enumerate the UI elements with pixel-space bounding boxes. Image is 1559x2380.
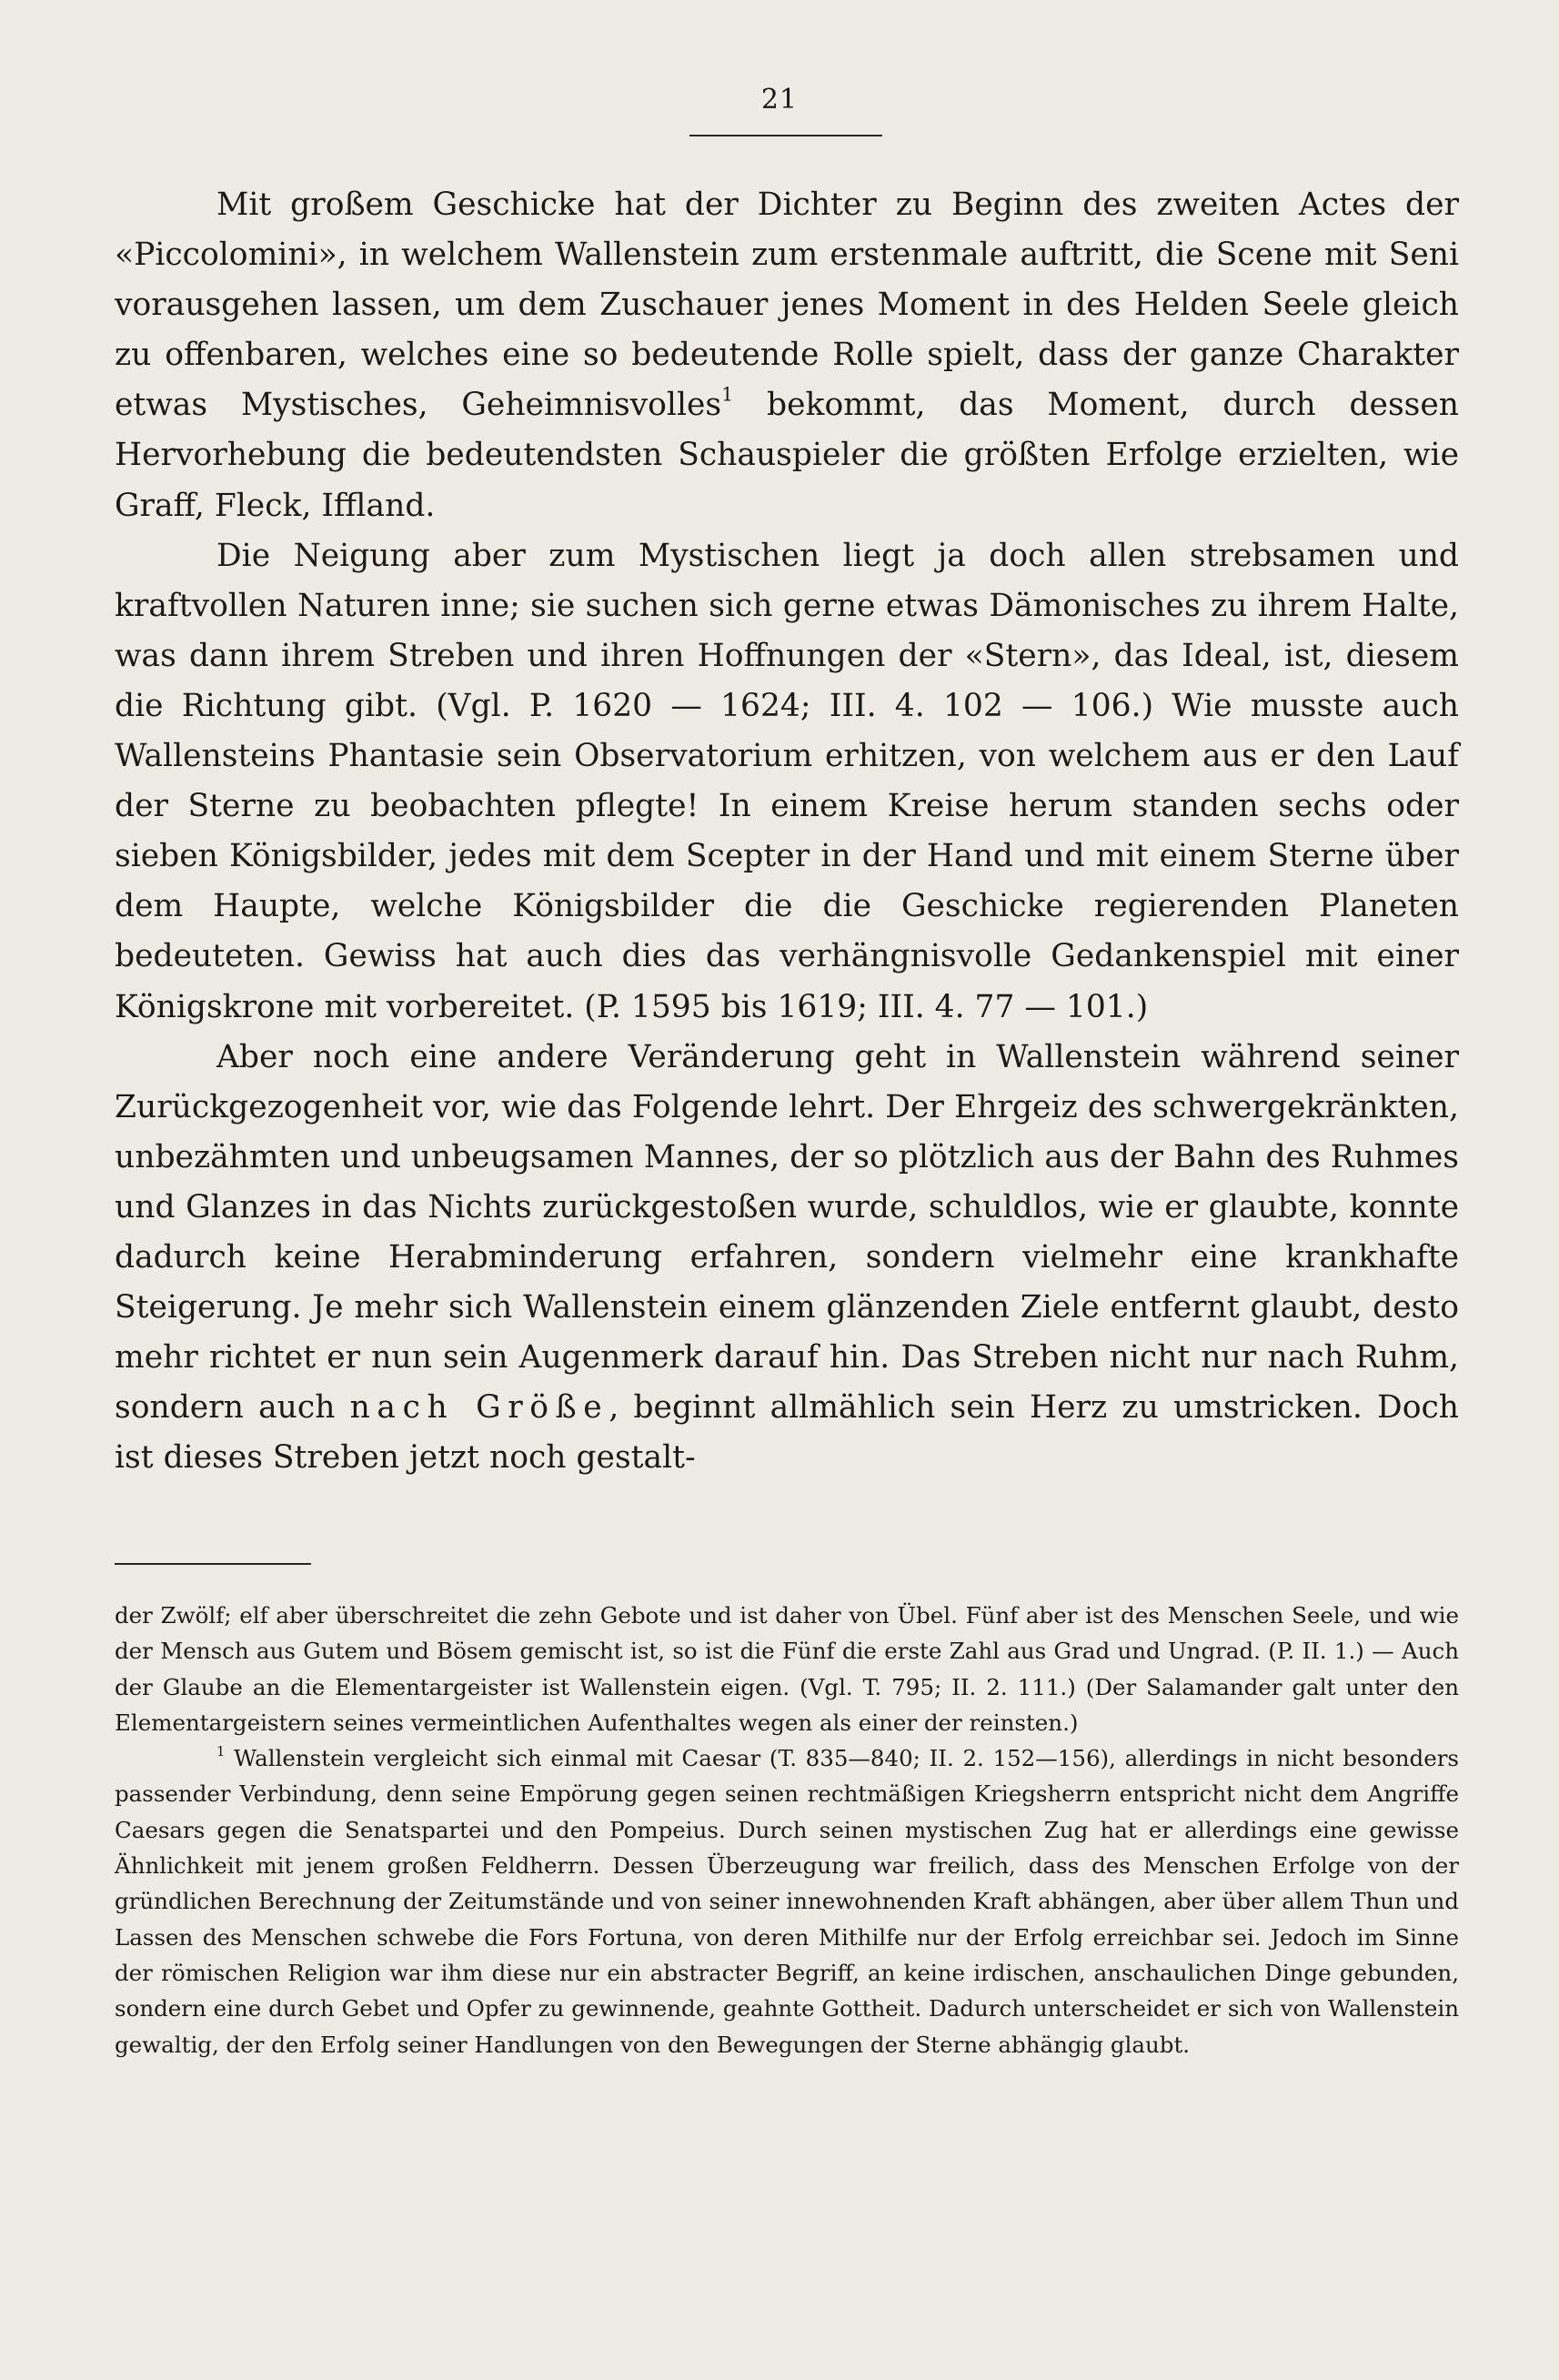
paragraph-2: Die Neigung aber zum Mystischen liegt ja doch allen strebsamen und kraftvollen Naturen inne; sie suchen sich gerne etwas Dämonisches zu ihrem Halte, was dann ihrem Streben und ihren Hoffnungen der «Stern», das Ideal, ist, diesem die Richtung gibt. (Vgl. P. 1620 — 1624; III. 4. 102 — 106.) Wie musste auch Wallensteins Phantasie sein Observatorium erhitzen, von welchem aus er den Lauf der Sterne zu beobachten pflegte! In einem Kreise herum standen sechs oder sieben Königsbilder, jedes mit dem Scepter in der Hand und mit einem Sterne über dem Haupte, welche Königsbilder die die Geschicke regierenden Planeten bedeuteten. Gewiss hat auch dies das verhängnisvolle Gedankenspiel mit einer Königskrone mit vorbereitet. (P. 1595 bis 1619; III. 4. 77 — 101.) xyxy=(115,537,1459,1025)
main-text xyxy=(115,180,1459,1483)
footnote-1-mark: 1 xyxy=(216,1744,226,1760)
footnote-continued: der Zwölf; elf aber überschreitet die zehn Gebote und ist daher von Übel. Fünf aber ist des Menschen Seele, und wie der Mensch aus Gutem und Bösem gemischt ist, so ist die Fünf die erste Zahl aus Grad und Ungrad. (P. II. 1.) — Auch der Glaube an die Elementargeister ist Wallenstein eigen. (Vgl. T. 795; II. 2. 111.) (Der Salamander galt unter den Elementargeistern seines vermeintlichen Aufenthaltes wegen als einer der reinsten.) xyxy=(115,1602,1459,1736)
page-number: 21 xyxy=(760,84,799,116)
footnote-1-text: Wallenstein vergleicht sich einmal mit Caesar (T. 835—840; II. 2. 152—156), allerdings in nicht besonders passender Verbindung, denn seine Empörung gegen seinen rechtmäßigen Kriegsherrn entspricht nicht dem Angriffe Caesars gegen die Senatspartei und den Pompeius. Durch seinen mystischen Zug hat er allerdings eine gewisse Ähnlichkeit mit jenem großen Feldherrn. Dessen Überzeugung war freilich, dass des Menschen Erfolge von der gründlichen Berechnung der Zeitumstände und von seiner innewohnenden Kraft abhängen, aber über allem Thun und Lassen des Menschen schwebe die Fors Fortuna, von deren Mithilfe nur der Erfolg erreichbar sei. Jedoch im Sinne der römischen Religion war ihm diese nur ein abstracter Begriff, an keine irdischen, anschaulichen Dinge gebunden, sondern eine durch Gebet und Opfer zu gewinnende, geahnte Gottheit. Dadurch unterscheidet er sich von Wallenstein gewaltig, der den Erfolg seiner Handlungen von den Bewegungen der Sterne abhängig glaubt. xyxy=(115,1745,1459,2058)
paragraph-1 xyxy=(115,180,1459,531)
footnote-rule xyxy=(115,1563,311,1565)
paragraph-3 xyxy=(115,1033,1459,1484)
paragraph-1-end: bekommt, das Moment, durch dessen Hervorhebung die bedeutendsten Schauspieler die größten Erfolge erzielten, wie Graff, Fleck, Iffland. xyxy=(115,387,1459,524)
footnotes xyxy=(115,1598,1459,2062)
paragraph-3-text: Aber noch eine andere Veränderung geht in Wallenstein während seiner Zurückgezogenheit vor, wie das Folgende lehrt. Der Ehrgeiz des schwergekränkten, unbezähmten und unbeugsamen Mannes, der so plötzlich aus der Bahn des Ruhmes und Glanzes in das Nichts zurückgestoßen wurde, schuldlos, wie er glaubte, konnte dadurch keine Herabminderung erfahren, sondern vielmehr eine krankhafte Steigerung. Je mehr sich Wallenstein einem glänzenden Ziele entfernt glaubt, desto mehr richtet er nun sein Augenmerk darauf hin. Das Streben nicht nur nach Ruhm, sondern auch xyxy=(115,1038,1459,1427)
paragraph-1-text: Mit großem Geschicke hat der Dichter zu Beginn des zweiten Actes der «Piccolomini», in welchem Wallenstein zum erstenmale auftritt, die Scene mit Seni vorausgehen lassen, um dem Zuschauer jenes Moment in des Helden Seele gleich zu offenbaren, welches eine so bedeutende Rolle spielt, dass der ganze Charakter etwas Mystisches, Geheimnisvolles xyxy=(115,187,1459,424)
paragraph-3-end: , beginnt allmählich sein Herz zu umstricken. Doch ist dieses Streben jetzt noch gestalt- xyxy=(115,1389,1460,1477)
header-rule xyxy=(689,135,882,136)
footnote-1 xyxy=(115,1740,1459,2062)
spaced-emphasis: nach Größe xyxy=(349,1389,609,1427)
footnote-ref-1: 1 xyxy=(721,383,734,406)
